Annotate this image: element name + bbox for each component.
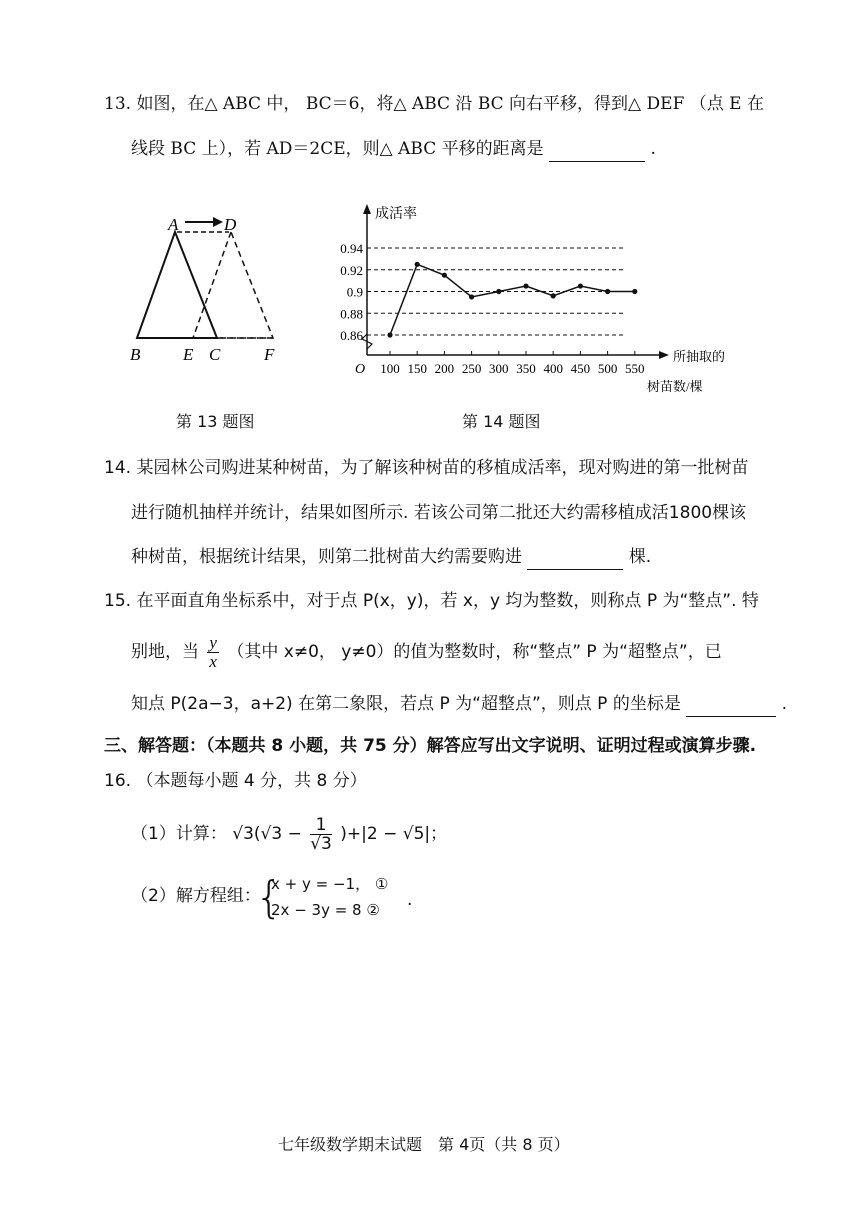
q16-part1-prefix: （1）计算： (131, 824, 227, 844)
q14-number: 14. (104, 458, 132, 478)
figure-13-caption: 第 13 题图 (176, 412, 255, 431)
q15-answer-blank[interactable] (686, 692, 776, 717)
q16-eq2: 2x − 3y = 8 ② (271, 901, 380, 919)
q15-fraction (207, 634, 219, 671)
y-tick-label: 0.88 (340, 306, 363, 322)
arrow-head-icon (213, 217, 223, 227)
q16-part1-frac-denominator: √3 (310, 833, 332, 854)
data-point (605, 289, 610, 294)
y-tick-label: 0.9 (346, 284, 363, 300)
x-tick-label: 300 (489, 361, 509, 376)
q15-frac-numerator: y (209, 632, 217, 652)
data-point (523, 283, 528, 288)
q15-frac-denominator: x (209, 651, 217, 671)
data-point (469, 294, 474, 299)
q14-text-line1: 某园林公司购进某种树苗，为了解该种树苗的移植成活率，现对购进的第一批树苗 (136, 458, 749, 478)
y-tick-label: 0.92 (340, 262, 363, 278)
figure-13-triangles (125, 210, 305, 370)
label-b: B (130, 345, 141, 364)
q14-answer-blank[interactable] (527, 545, 623, 570)
q15-text-line2b: （其中 x≠0， y≠0）的值为整数时，称“整点” P 为“超整点”，已 (227, 642, 722, 662)
q16-eq1: x + y = −1， ① (271, 875, 389, 893)
q16-part1-expr-b: )+|2 − √5|； (340, 824, 448, 844)
triangle-def (193, 232, 273, 338)
q15-text-line3-end: . (781, 694, 788, 714)
q13-line1 (104, 92, 764, 116)
figure-14-chart (325, 200, 725, 405)
q13-line2 (131, 137, 656, 162)
x-axis-arrow-icon (659, 351, 669, 359)
q16-part1 (131, 812, 447, 856)
q16-part1-expr-a: √3(√3 − (232, 824, 302, 844)
data-point (551, 293, 556, 298)
x-tick-label: 250 (461, 361, 482, 376)
x-tick-label: 500 (597, 361, 618, 376)
q15-text-line1: 在平面直角坐标系中，对于点 P(x，y)，若 x，y 均为整数，则称点 P 为“整点”. 特 (136, 591, 759, 611)
q16-header: （本题每小题 4 分，共 8 分） (136, 771, 367, 791)
x-tick-label: 450 (570, 361, 591, 376)
label-a: A (168, 215, 179, 234)
label-d: D (224, 215, 237, 234)
q15-number: 15. (104, 591, 132, 611)
figure-14-caption: 第 14 题图 (462, 412, 541, 431)
q13-number: 13. (104, 94, 132, 114)
series-line (390, 264, 635, 335)
origin-label: O (355, 362, 366, 377)
x-tick-label: 400 (543, 361, 563, 376)
x-axis-title-line2: 树苗数/棵 (647, 379, 703, 394)
section-3-title: 三、解答题：（本题共 8 小题，共 75 分）解答应写出文字说明、证明过程或演算步骤. (104, 736, 757, 756)
data-point (632, 289, 637, 294)
page-footer: 七年级数学期末试题 第 4页（共 8 页） (278, 1135, 570, 1154)
x-tick-label: 350 (516, 361, 536, 376)
x-tick-label: 200 (434, 361, 455, 376)
y-axis-title: 成活率 (375, 207, 417, 222)
y-tick-label: 0.86 (340, 328, 363, 343)
data-point (578, 283, 583, 288)
q15-line1 (104, 589, 759, 613)
q13-text-line1: 如图，在△ ABC 中， BC＝6，将△ ABC 沿 BC 向右平移，得到△ DEF （点 E 在 (136, 94, 764, 114)
q16-part1-frac-numerator: 1 (310, 816, 332, 835)
data-point (415, 262, 420, 267)
q14-text-line3: 种树苗，根据统计结果，则第二批树苗大约需要购进 (131, 547, 522, 567)
q16-part2-prefix: （2）解方程组： (131, 886, 261, 906)
q14-line1 (104, 456, 748, 480)
q15-text-line3: 知点 P(2a−3，a+2) 在第二象限，若点 P 为“超整点”，则点 P 的坐标是 (131, 694, 681, 714)
q15-line2 (131, 632, 722, 672)
q14-text-line3-end: 棵. (628, 547, 652, 567)
q16-part2-suffix: . (407, 890, 413, 910)
data-point (496, 289, 501, 294)
data-point (442, 273, 447, 278)
triangle-abc (137, 232, 217, 338)
q13-answer-blank[interactable] (549, 137, 645, 162)
q16-part1-fraction (310, 816, 332, 853)
equation-brace-icon: { (255, 872, 283, 923)
label-f: F (264, 345, 275, 364)
x-tick-label: 100 (380, 361, 400, 376)
x-tick-label: 150 (407, 361, 427, 376)
q14-line3 (131, 545, 651, 570)
q15-line3 (131, 692, 787, 717)
q14-line2: 进行随机抽样并统计，结果如图所示. 若该公司第二批还大约需移植成活1800棵该 (131, 503, 747, 523)
y-axis-arrow-icon (363, 204, 371, 214)
label-e: E (183, 345, 194, 364)
q13-text-line2-end: . (650, 139, 656, 159)
x-tick-label: 550 (625, 361, 645, 376)
q16-number: 16. (104, 771, 132, 791)
x-axis-title-line1: 所抽取的 (673, 349, 725, 364)
q15-text-line2a: 别地，当 (131, 642, 199, 662)
q13-text-line2: 线段 BC 上），若 AD＝2CE，则△ ABC 平移的距离是 (131, 139, 544, 159)
y-tick-label: 0.94 (340, 241, 363, 256)
data-point (387, 332, 392, 337)
q16-header-line (104, 769, 367, 793)
label-c: C (209, 345, 221, 364)
